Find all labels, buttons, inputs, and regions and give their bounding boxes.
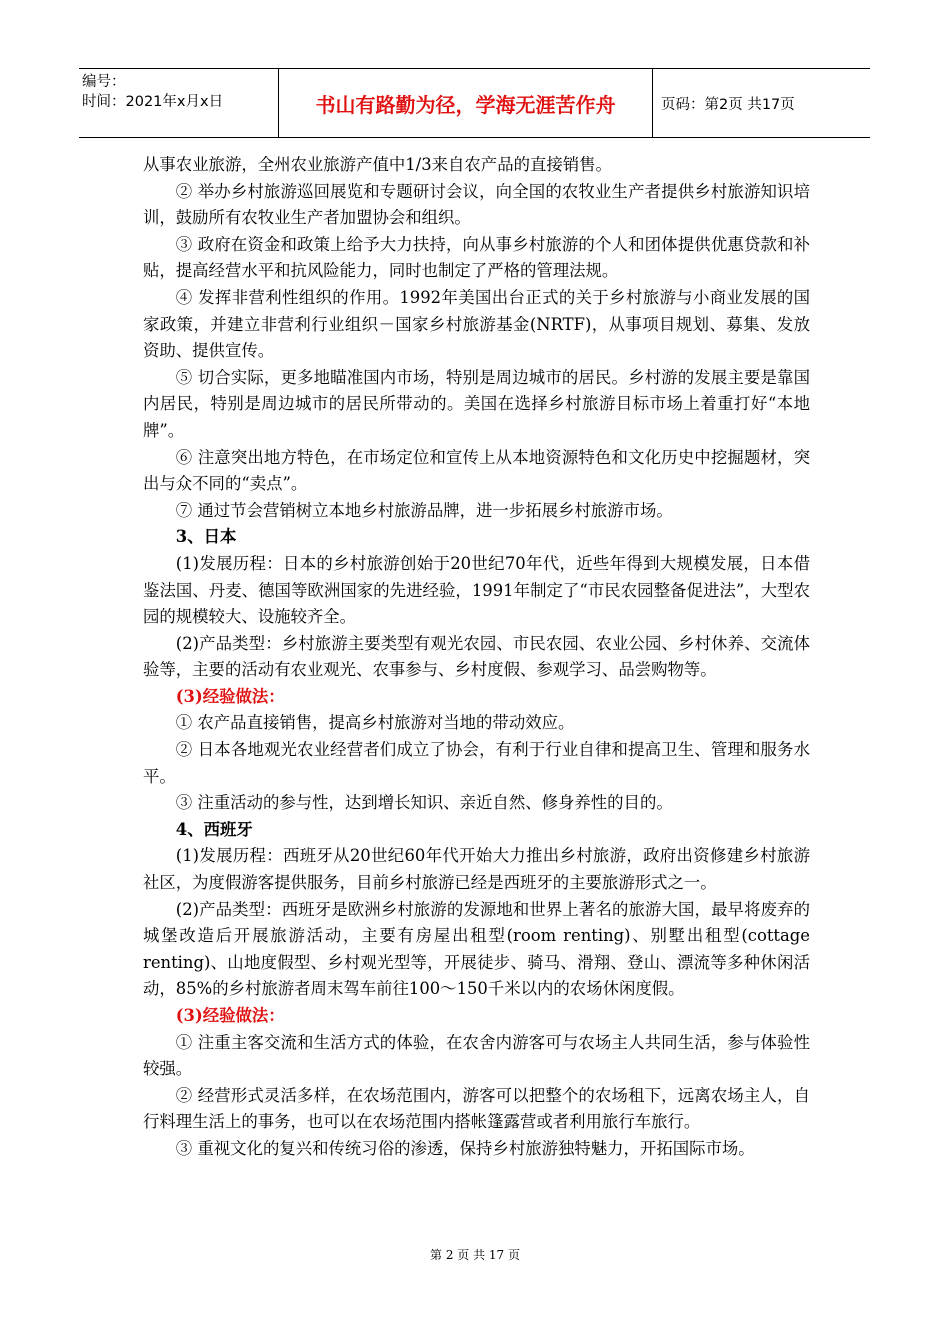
body-paragraph: ③ 注重活动的参与性，达到增长知识、亲近自然、修身养性的目的。 <box>175 793 673 813</box>
subsection-heading: (3)经验做法： <box>175 686 285 706</box>
header-meta <box>79 69 279 137</box>
body-paragraph: 从事农业旅游，全州农业旅游产值中1/3来自农产品的直接销售。 <box>143 155 612 174</box>
body-paragraph: ② 经营形式灵活多样，在农场范围内，游客可以把整个的农场租下，远离农场主人，自行料理生活上的事务，也可以在农场范围内搭帐篷露营或者利用旅行车旅行。 <box>143 1085 810 1132</box>
body-paragraph: ③ 政府在资金和政策上给予大力扶持，向从事乡村旅游的个人和团体提供优惠贷款和补贴，提高经营水平和抗风险能力，同时也制定了严格的管理法规。 <box>143 234 810 281</box>
body-paragraph: ① 农产品直接销售，提高乡村旅游对当地的带动效应。 <box>175 713 575 733</box>
body-paragraph: ⑦ 通过节会营销树立本地乡村旅游品牌，进一步拓展乡村旅游市场。 <box>175 500 673 520</box>
body-paragraph: ② 举办乡村旅游巡回展览和专题研讨会议，向全国的农牧业生产者提供乡村旅游知识培训，鼓励所有农牧业生产者加盟协会和组织。 <box>143 181 810 228</box>
body-paragraph: ① 注重主客交流和生活方式的体验，在农舍内游客可与农场主人共同生活，参与体验性较强。 <box>143 1032 810 1079</box>
body-paragraph: (2)产品类型：乡村旅游主要类型有观光农园、市民农园、农业公园、乡村休养、交流体验等，主要的活动有农业观光、农事参与、乡村度假、参观学习、品尝购物等。 <box>143 633 810 680</box>
document-time-label: 时间：2021年x月x日 <box>82 94 224 110</box>
body-paragraph: (1)发展历程：西班牙从20世纪60年代开始大力推出乡村旅游，政府出资修建乡村旅游社区，为度假游客提供服务，目前乡村旅游已经是西班牙的主要旅游形式之一。 <box>143 846 810 893</box>
body-paragraph: ④ 发挥非营利性组织的作用。1992年美国出台正式的关于乡村旅游与小商业发展的国家政策，并建立非营利行业组织－国家乡村旅游基金(NRTF)，从事项目规划、募集、发放资助、提供宣传。 <box>143 287 810 361</box>
body-paragraph: ⑥ 注意突出地方特色，在市场定位和宣传上从本地资源特色和文化历史中挖掘题材，突出与众不同的“卖点”。 <box>143 447 810 494</box>
body-paragraph: (1)发展历程：日本的乡村旅游创始于20世纪70年代，近些年得到大规模发展，日本借鉴法国、丹麦、德国等欧洲国家的先进经验，1991年制定了“市民农园整备促进法”，大型农园的规模较大、设施较齐全。 <box>143 553 810 627</box>
page-footer: 第 2 页 共 17 页 <box>430 1248 520 1262</box>
body-paragraph: (2)产品类型：西班牙是欧洲乡村旅游的发源地和世界上著名的旅游大国，最早将废弃的城堡改造后开展旅游活动，主要有房屋出租型(room renting)、别墅出租型(cottage renting)、山地度假型、乡村观光型等，开展徒步、骑马、滑翔、登山、漂流等多种休闲活动，85%的乡村旅游者周末驾车前往100～150千米以内的农场休闲度假。 <box>143 899 810 999</box>
section-heading: 4、西班牙 <box>175 819 253 839</box>
header-page-info: 页码：第2页 共17页 <box>661 96 795 113</box>
header-motto: 书山有路勤为径，学海无涯苦作舟 <box>279 69 653 137</box>
page-header <box>79 68 870 138</box>
subsection-heading: (3)经验做法： <box>175 1006 285 1025</box>
section-heading: 3、日本 <box>175 527 237 547</box>
body-paragraph: ② 日本各地观光农业经营者们成立了协会，有利于行业自律和提高卫生、管理和服务水平。 <box>143 740 810 786</box>
document-code-label: 编号： <box>82 74 126 90</box>
body-paragraph: ⑤ 切合实际，更多地瞄准国内市场，特别是周边城市的居民。乡村游的发展主要是靠国内居民，特别是周边城市的居民所带动的。美国在选择乡村旅游目标市场上着重打好“本地牌”。 <box>143 367 810 440</box>
document-body <box>143 152 810 1163</box>
body-paragraph: ③ 重视文化的复兴和传统习俗的渗透，保持乡村旅游独特魅力，开拓国际市场。 <box>175 1138 755 1158</box>
